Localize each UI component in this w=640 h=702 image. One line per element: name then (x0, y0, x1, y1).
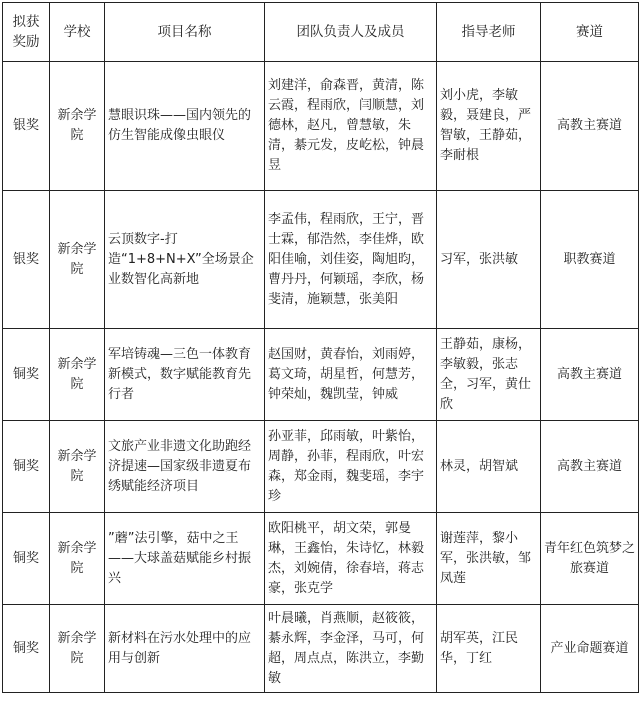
school-cell: 新余学院 (50, 421, 105, 513)
header-award: 拟获奖励 (3, 3, 50, 62)
award-cell: 银奖 (3, 62, 50, 191)
project-cell: ”蘑”法引擎，菇中之王——大球盖菇赋能乡村振兴 (105, 513, 265, 605)
members-cell: 叶晨曦，肖燕顺，赵筱筱，綦永辉，李金泽，马可，何超，周点点，陈洪立，李勤敏 (265, 605, 437, 693)
table-row (3, 62, 639, 191)
header-members: 团队负责人及成员 (265, 3, 437, 62)
project-cell: 军培铸魂—三色一体教育新模式，数字赋能教育先行者 (105, 329, 265, 421)
members-cell: 赵国财，黄春怡，刘雨婷，葛文琦，胡星哲，何慧芳，钟荣灿，魏凯莹，钟威 (265, 329, 437, 421)
award-cell: 铜奖 (3, 329, 50, 421)
advisors-cell: 王静茹，康杨，李敏毅，张志全，习军，黄仕欣 (437, 329, 541, 421)
track-cell: 高教主赛道 (541, 329, 639, 421)
header-row (3, 3, 639, 62)
advisors-cell: 胡军英，江民华，丁红 (437, 605, 541, 693)
school-cell: 新余学院 (50, 62, 105, 191)
award-cell: 铜奖 (3, 421, 50, 513)
table-row (3, 605, 639, 693)
school-cell: 新余学院 (50, 605, 105, 693)
project-cell: 文旅产业非遗文化助跑经济提速—国家级非遗夏布绣赋能经济项目 (105, 421, 265, 513)
advisors-cell: 习军，张洪敏 (437, 191, 541, 329)
project-cell: 新材料在污水处理中的应用与创新 (105, 605, 265, 693)
members-cell: 李孟伟，程雨欣，王宁，晋士霖，郁浩然，李佳烨，欧阳佳喻，刘佳姿，陶旭昀，曹丹丹，何颖瑶，李欣，杨斐清，施颖慧，张美阳 (265, 191, 437, 329)
advisors-cell: 谢莲萍，黎小军，张洪敏，邹凤莲 (437, 513, 541, 605)
awards-table (2, 2, 639, 693)
project-cell: 云顶数字-打造“1+8+N+X”全场景企业数智化高新地 (105, 191, 265, 329)
award-cell: 铜奖 (3, 605, 50, 693)
table-row (3, 513, 639, 605)
table-row (3, 191, 639, 329)
advisors-cell: 刘小虎，李敏毅，聂建良，严智敏，王静茹，李耐根 (437, 62, 541, 191)
table-row (3, 421, 639, 513)
track-cell: 产业命题赛道 (541, 605, 639, 693)
table-row (3, 329, 639, 421)
header-project: 项目名称 (105, 3, 265, 62)
school-cell: 新余学院 (50, 191, 105, 329)
project-cell: 慧眼识珠——国内领先的仿生智能成像虫眼仪 (105, 62, 265, 191)
members-cell: 欧阳桃平，胡文荣，郭曼琳，王鑫怡，朱诗忆，林毅杰，刘婉倩，徐春培，蒋志豪，张克学 (265, 513, 437, 605)
award-cell: 银奖 (3, 191, 50, 329)
award-cell: 铜奖 (3, 513, 50, 605)
header-school: 学校 (50, 3, 105, 62)
members-cell: 孙亚菲，邱雨敏，叶紫怡，周静，孙菲，程雨欣，叶宏森，郑金雨，魏斐瑶，李宇珍 (265, 421, 437, 513)
track-cell: 高教主赛道 (541, 62, 639, 191)
school-cell: 新余学院 (50, 513, 105, 605)
track-cell: 青年红色筑梦之旅赛道 (541, 513, 639, 605)
header-advisors: 指导老师 (437, 3, 541, 62)
track-cell: 职教赛道 (541, 191, 639, 329)
track-cell: 高教主赛道 (541, 421, 639, 513)
members-cell: 刘建洋，俞森晋，黄清，陈云霞，程雨欣，闫顺慧，刘德林，赵凡，曾慧敏，朱清，綦元发，皮屹松，钟晨昱 (265, 62, 437, 191)
header-track: 赛道 (541, 3, 639, 62)
school-cell: 新余学院 (50, 329, 105, 421)
advisors-cell: 林灵，胡智斌 (437, 421, 541, 513)
